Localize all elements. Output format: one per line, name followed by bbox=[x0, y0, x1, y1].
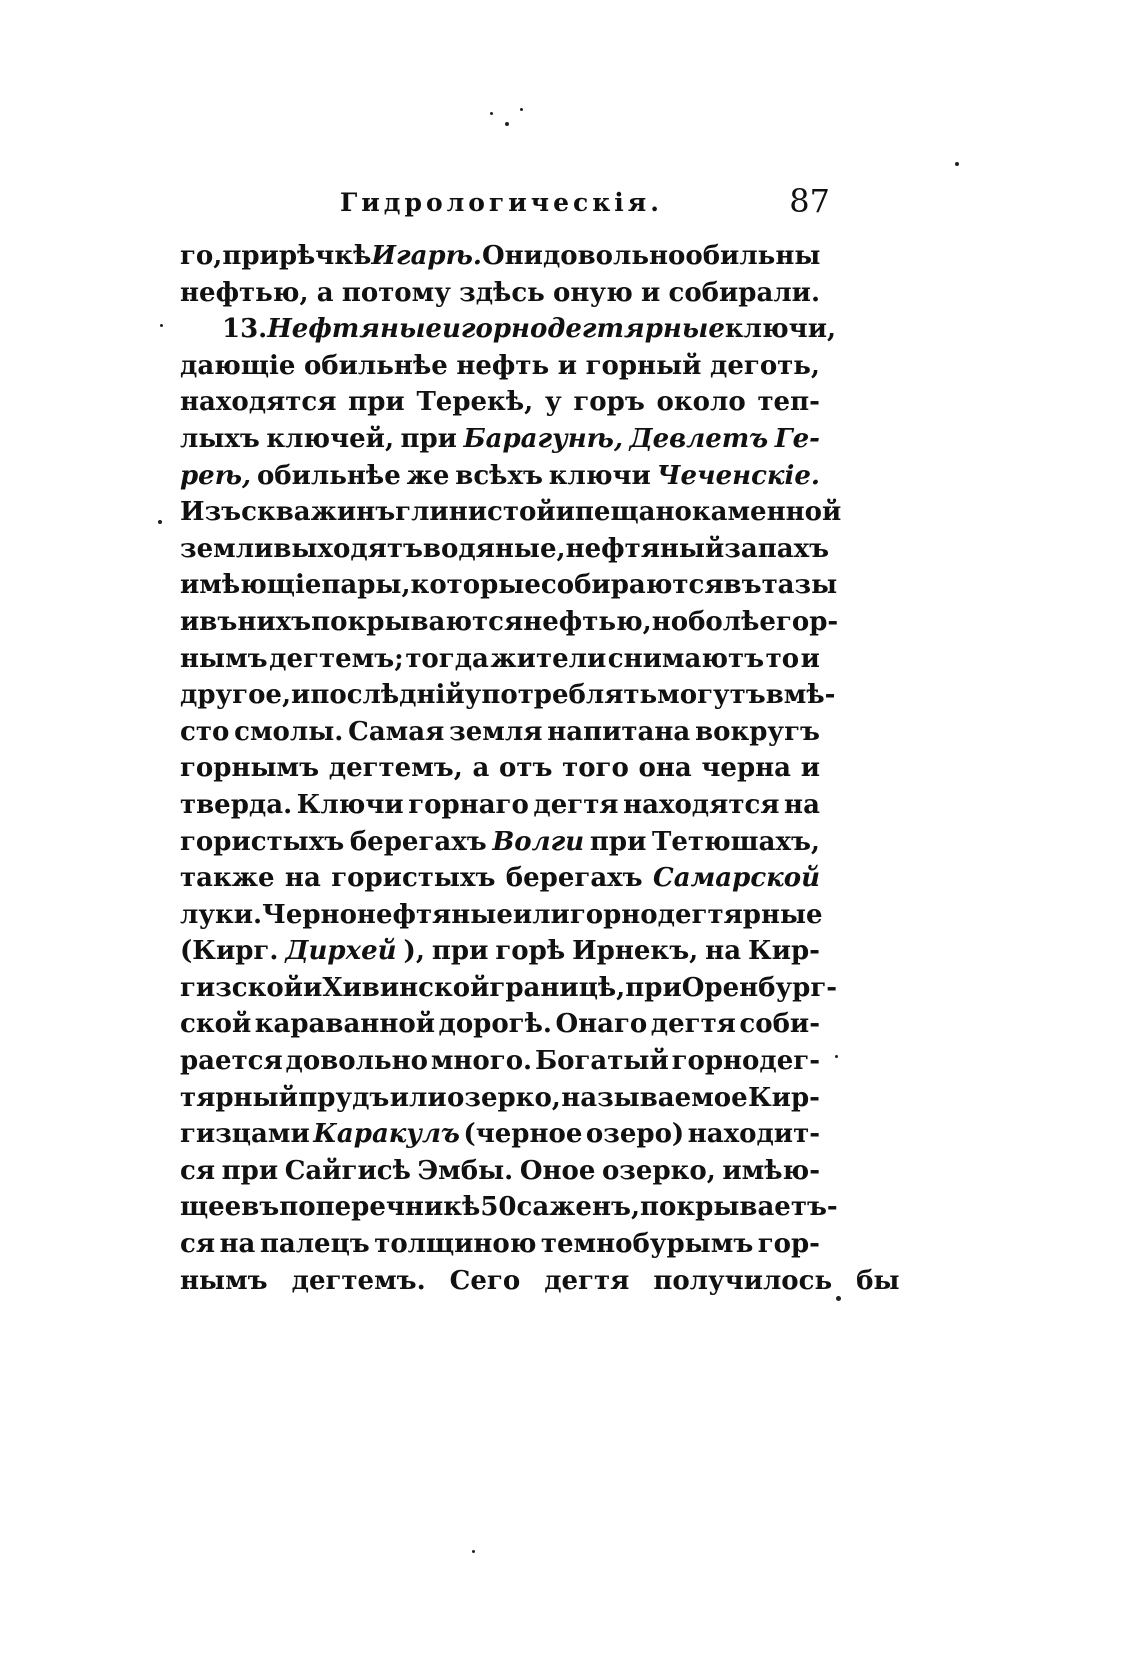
word: Ключи bbox=[296, 789, 404, 820]
word: дегтемъ. bbox=[291, 1265, 426, 1296]
italic-word: Самарской bbox=[653, 863, 820, 894]
word: поперечникѣ bbox=[279, 1192, 481, 1223]
italic-word: и bbox=[441, 314, 461, 345]
word: соби- bbox=[739, 1009, 820, 1040]
text-line bbox=[180, 1006, 820, 1043]
text-line bbox=[180, 275, 820, 312]
text-line bbox=[180, 604, 839, 641]
scan-speck bbox=[490, 112, 493, 115]
word: а bbox=[472, 753, 490, 784]
text-line bbox=[180, 238, 820, 275]
word: Оренбург- bbox=[681, 972, 838, 1003]
word: болѣе bbox=[688, 606, 776, 637]
word: рѣчкѣ bbox=[278, 241, 372, 271]
word: бы bbox=[856, 1265, 900, 1296]
word: щее bbox=[180, 1192, 242, 1223]
word: нефтью, bbox=[180, 277, 309, 308]
word: гизцами bbox=[180, 1119, 310, 1150]
scan-speck bbox=[520, 108, 523, 111]
text-line bbox=[180, 1189, 838, 1226]
word: но bbox=[651, 606, 689, 637]
word: при bbox=[431, 936, 489, 967]
text-line bbox=[180, 824, 820, 861]
text-line bbox=[180, 384, 820, 421]
word: Тетюшахъ, bbox=[652, 826, 820, 857]
word: озерко, bbox=[447, 1082, 561, 1113]
word: на bbox=[784, 789, 820, 820]
scan-speck bbox=[835, 1055, 838, 1058]
running-head bbox=[340, 182, 830, 228]
word: Эмбы. bbox=[417, 1155, 514, 1186]
italic-word: Барагунѣ, bbox=[463, 423, 624, 454]
word: Ирнекъ, bbox=[572, 936, 699, 967]
word: Чернонефтяные bbox=[262, 899, 513, 930]
word: довольно bbox=[542, 241, 686, 271]
italic-word: Девлетъ bbox=[629, 423, 769, 454]
word: Кир- bbox=[748, 1082, 820, 1113]
word: тверда. bbox=[180, 789, 293, 820]
word: гизской bbox=[180, 972, 304, 1003]
text-line bbox=[180, 458, 820, 495]
text-line bbox=[180, 677, 836, 714]
italic-word: Волги bbox=[492, 826, 585, 857]
word: въ bbox=[241, 1192, 280, 1223]
word: горнодегтярные bbox=[569, 899, 823, 930]
word: смолы. bbox=[234, 716, 344, 747]
word: при bbox=[400, 423, 457, 454]
word: тазы bbox=[761, 570, 838, 601]
word: скважинъ bbox=[241, 497, 396, 528]
word: го, bbox=[180, 241, 223, 271]
word: при bbox=[625, 972, 682, 1003]
word: здѣсь bbox=[459, 277, 545, 308]
word: вмѣ- bbox=[765, 680, 836, 711]
italic-word: Нефтяные bbox=[267, 314, 442, 345]
word: оную bbox=[553, 277, 633, 308]
word: ключи bbox=[548, 460, 651, 491]
word: довольно bbox=[285, 1046, 428, 1077]
text-line bbox=[180, 897, 823, 934]
word: дегтя bbox=[650, 1009, 736, 1040]
word: ся bbox=[180, 1229, 216, 1260]
word: при bbox=[221, 1155, 279, 1186]
word: Сайгисѣ bbox=[284, 1155, 411, 1186]
word: рается bbox=[180, 1046, 283, 1077]
word: покрываются bbox=[311, 606, 524, 637]
word: лыхъ bbox=[180, 423, 260, 454]
word: ), bbox=[403, 936, 425, 967]
word: нефть bbox=[456, 350, 550, 381]
word: тогда bbox=[405, 643, 489, 674]
word: около bbox=[656, 387, 746, 418]
word: дорогѣ. bbox=[438, 1009, 552, 1040]
word: того bbox=[562, 753, 629, 784]
word: ся bbox=[180, 1155, 216, 1186]
word: находит- bbox=[687, 1119, 820, 1150]
word: дегтемъ; bbox=[269, 643, 404, 674]
word: могутъ bbox=[657, 680, 766, 711]
word: горнаго bbox=[408, 789, 529, 820]
word: называемое bbox=[561, 1082, 748, 1113]
word: палецъ bbox=[259, 1229, 370, 1260]
word: или bbox=[389, 1082, 447, 1113]
scan-speck bbox=[158, 520, 162, 524]
text-line bbox=[180, 787, 820, 824]
text-line bbox=[180, 1226, 820, 1263]
word: запахъ bbox=[724, 533, 830, 564]
word: пары, bbox=[321, 570, 411, 601]
word: озерко, bbox=[601, 1155, 716, 1186]
word: горнымъ bbox=[180, 753, 320, 784]
word: Оное bbox=[519, 1155, 596, 1186]
word: ской bbox=[180, 1009, 252, 1040]
word: и bbox=[291, 680, 311, 711]
word: нихъ bbox=[237, 606, 312, 637]
italic-word: горнодегтярные bbox=[460, 314, 725, 345]
text-line bbox=[180, 567, 838, 604]
word: имѣю- bbox=[722, 1155, 820, 1186]
scan-speck bbox=[955, 162, 959, 166]
italic-word: Чеченскіе. bbox=[656, 460, 820, 491]
word: нымъ bbox=[180, 1265, 268, 1296]
running-title: Гидрологическія. bbox=[340, 188, 663, 217]
word: при bbox=[222, 241, 279, 271]
text-line bbox=[180, 860, 820, 897]
word: гор- bbox=[757, 1229, 820, 1260]
word: 13. bbox=[222, 314, 268, 345]
word: употреблять bbox=[464, 680, 658, 711]
word: луки. bbox=[180, 899, 263, 930]
text-line bbox=[180, 531, 830, 568]
word: и bbox=[555, 497, 575, 528]
text-line bbox=[180, 750, 820, 787]
word: на bbox=[705, 936, 742, 967]
word: получилось bbox=[653, 1265, 833, 1296]
text-line bbox=[180, 933, 820, 970]
word: берегахъ bbox=[349, 826, 487, 857]
word: деготь, bbox=[710, 350, 820, 381]
word: водяные, bbox=[422, 533, 566, 564]
word: саженъ, bbox=[516, 1192, 640, 1223]
word: Сего bbox=[449, 1265, 521, 1296]
word: ключей, bbox=[266, 423, 394, 454]
word: озеро) bbox=[585, 1119, 685, 1150]
scan-speck bbox=[472, 1550, 475, 1553]
word: земля bbox=[449, 716, 543, 747]
word: дающіе bbox=[180, 350, 296, 381]
text-line bbox=[180, 1043, 820, 1080]
italic-word: Ге- bbox=[774, 423, 820, 454]
word: и bbox=[557, 350, 578, 381]
scan-speck bbox=[505, 122, 509, 126]
word: глинистой bbox=[395, 497, 556, 528]
text-line bbox=[180, 1153, 820, 1190]
word: Богатый bbox=[534, 1046, 669, 1077]
word: (черное bbox=[463, 1119, 583, 1150]
word: послѣдній bbox=[310, 680, 465, 711]
text-line bbox=[180, 1116, 820, 1153]
word: у bbox=[544, 387, 562, 418]
word: собираются bbox=[540, 570, 724, 601]
word: то bbox=[765, 643, 800, 674]
word: караванной bbox=[254, 1009, 435, 1040]
word: находятся bbox=[623, 789, 780, 820]
word: горѣ bbox=[495, 936, 566, 967]
word: и bbox=[800, 753, 820, 784]
word: Онаго bbox=[555, 1009, 648, 1040]
word: горнодег- bbox=[671, 1046, 820, 1077]
word: горный bbox=[585, 350, 702, 381]
word: Изъ bbox=[180, 497, 242, 528]
word: границѣ, bbox=[489, 972, 626, 1003]
text-line bbox=[180, 1263, 900, 1300]
word: дегтя bbox=[544, 1265, 630, 1296]
word: дегтя bbox=[533, 789, 619, 820]
scan-speck bbox=[836, 1296, 841, 1301]
word: горъ bbox=[573, 387, 645, 418]
text-line bbox=[180, 421, 820, 458]
word: (Кирг. bbox=[180, 936, 279, 967]
word: теп- bbox=[757, 387, 820, 418]
word: вокругъ bbox=[695, 716, 820, 747]
page-number: 87 bbox=[789, 182, 830, 220]
word: Терекѣ, bbox=[416, 387, 534, 418]
word: жители bbox=[490, 643, 607, 674]
word: обильнѣе bbox=[303, 350, 448, 381]
word: обильнѣе bbox=[256, 460, 401, 491]
word: и bbox=[303, 972, 323, 1003]
word: которые bbox=[410, 570, 541, 601]
word: земли bbox=[180, 533, 274, 564]
word: потому bbox=[341, 277, 451, 308]
word: при bbox=[589, 826, 647, 857]
word: всѣхъ bbox=[455, 460, 543, 491]
word: выходятъ bbox=[273, 533, 423, 564]
word: нефтяный bbox=[565, 533, 725, 564]
text-line bbox=[180, 970, 838, 1007]
word: гор- bbox=[775, 606, 839, 637]
word: снимаютъ bbox=[607, 643, 765, 674]
word: отъ bbox=[499, 753, 553, 784]
word: или bbox=[512, 899, 570, 930]
text-line bbox=[180, 494, 842, 531]
word: темнобурымъ bbox=[540, 1229, 754, 1260]
word: обильны bbox=[685, 241, 821, 271]
word: сто bbox=[180, 716, 230, 747]
word: тярный bbox=[180, 1082, 298, 1113]
word: на bbox=[219, 1229, 256, 1260]
text-line bbox=[180, 311, 837, 348]
word: и bbox=[180, 606, 200, 637]
italic-word: Дирхей bbox=[285, 936, 397, 967]
word: гористыхъ bbox=[180, 826, 345, 857]
word: ключи, bbox=[724, 314, 837, 345]
word: въ bbox=[199, 606, 238, 637]
word: гористыхъ bbox=[331, 863, 496, 894]
word: толщиною bbox=[374, 1229, 537, 1260]
text-line bbox=[180, 348, 820, 385]
word: пещанокаменной bbox=[574, 497, 842, 528]
word: на bbox=[284, 863, 321, 894]
word: Они bbox=[481, 241, 543, 271]
word: много. bbox=[430, 1046, 533, 1077]
word: а bbox=[316, 277, 334, 308]
scan-speck bbox=[160, 324, 163, 327]
word: прудъ bbox=[298, 1082, 390, 1113]
text-line bbox=[180, 1080, 820, 1117]
word: находятся bbox=[180, 387, 337, 418]
word: имѣющіе bbox=[180, 570, 322, 601]
word: Хивинской bbox=[322, 972, 490, 1003]
word: также bbox=[180, 863, 275, 894]
word: она bbox=[638, 753, 692, 784]
italic-word: Каракулъ bbox=[313, 1119, 460, 1150]
word: Кир- bbox=[748, 936, 820, 967]
word: нефтью, bbox=[523, 606, 652, 637]
word: напитана bbox=[547, 716, 691, 747]
word: 50 bbox=[480, 1192, 517, 1223]
text-line bbox=[180, 641, 820, 678]
word: другое, bbox=[180, 680, 292, 711]
word: при bbox=[348, 387, 405, 418]
word: берегахъ bbox=[505, 863, 643, 894]
italic-word: Игарѣ. bbox=[371, 241, 482, 271]
word: и bbox=[640, 277, 661, 308]
word: и bbox=[800, 643, 820, 674]
text-line bbox=[180, 714, 820, 751]
word: же bbox=[406, 460, 450, 491]
word: дегтемъ, bbox=[328, 753, 463, 784]
body-text bbox=[180, 238, 900, 1299]
word: въ bbox=[723, 570, 762, 601]
word: покрываетъ- bbox=[640, 1192, 838, 1223]
word: Самая bbox=[348, 716, 445, 747]
italic-word: реѣ, bbox=[180, 460, 252, 491]
word: собирали. bbox=[668, 277, 820, 308]
word: черна bbox=[701, 753, 792, 784]
word: нымъ bbox=[180, 643, 268, 674]
